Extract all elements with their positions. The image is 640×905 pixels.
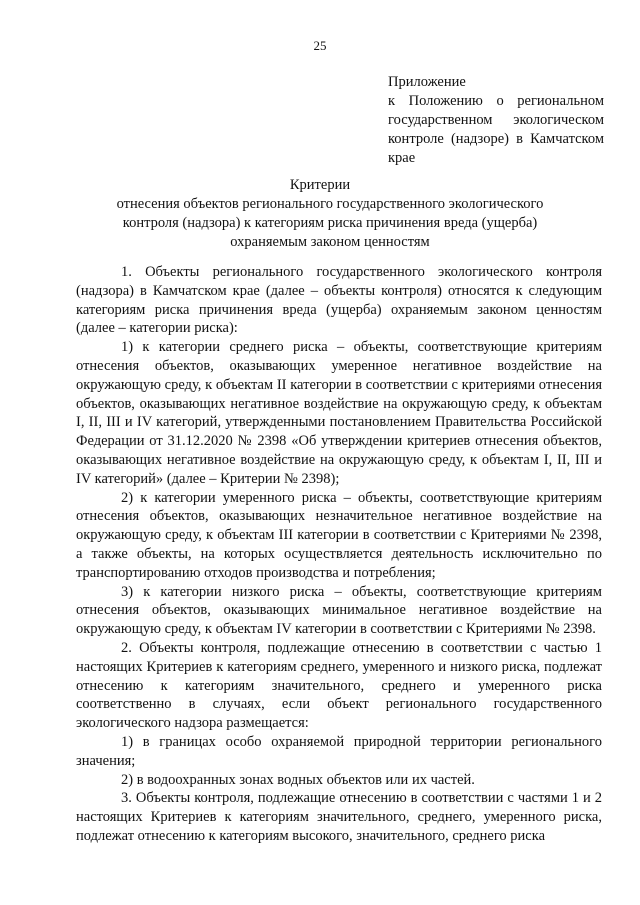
appendix-block [388,73,604,168]
page-number: 25 [313,38,327,53]
appendix-title: Приложение [388,74,466,90]
appendix-text: к Положению о региональном государственном экологическом контроле (надзоре) в Камчатском крае [388,93,604,166]
document-subtitle: отнесения объектов регионального государственного экологического контроля (надзора) к категориям риска причинения вреда (ущерба) охраняемым законом ценностям [116,196,544,250]
paragraph-2-item-1: 1) в границах особо охраняемой природной территории регионального значения; [76,733,602,769]
paragraph-1-item-2: 2) к категории умеренного риска – объекты, соответствующие критериям отнесения объектов, оказывающих незначительное негативное воздействие на окружающую среду, к объектам III категории в соответствии с Критериями № 2398, а также объекты, на которых осуществляется деятельность исключительно по транспортированию отходов производства и потребления; [76,489,602,581]
document-title: Критерии [289,177,351,193]
document-body [76,263,602,846]
paragraph-2: 2. Объекты контроля, подлежащие отнесению в соответствии с частью 1 настоящих Критериев к категориям среднего, умеренного и низкого риска, подлежат отнесению к категориям значительного, среднего и умеренного риска соответственно в случаях, если объект регионального государственного экологического надзора размещается: [76,639,602,732]
paragraph-1: 1. Объекты регионального государственного экологического контроля (надзора) в Камчатском крае (далее – объекты контроля) относятся к следующим категориям риска причинения вреда (ущерба) охраняемым законом ценностям (далее – категории риска): [76,264,602,337]
paragraph-1-item-1: 1) к категории среднего риска – объекты, соответствующие критериям отнесения объектов, оказывающих умеренное негативное воздействие на окружающую среду, к объектам II категории в соответствии с критериями отнесения объектов, оказывающих негативное воздействие на окружающую среду, к объектам I, II, III и IV категорий, утвержденными постановлением Правительства Российской Федерации от 31.12.2020 № 2398 «Об утверждении критериев отнесения объектов, оказывающих негативное воздействие на окружающую среду, к объектам I, II, III и IV категорий» (далее – Критерии № 2398); [76,339,602,487]
paragraph-2-item-2: 2) в водоохранных зонах водных объектов или их частей. [121,771,475,788]
paragraph-3: 3. Объекты контроля, подлежащие отнесению в соответствии с частями 1 и 2 настоящих Критериев к категориям значительного, среднего, умеренного риска, подлежат отнесению к категориям высокого, значительного, среднего риска [76,790,602,844]
paragraph-1-item-3: 3) к категории низкого риска – объекты, соответствующие критериям отнесения объектов, оказывающих минимальное негативное воздействие на окружающую среду, к объектам IV категории в соответствии с Критериями № 2398. [76,583,602,638]
